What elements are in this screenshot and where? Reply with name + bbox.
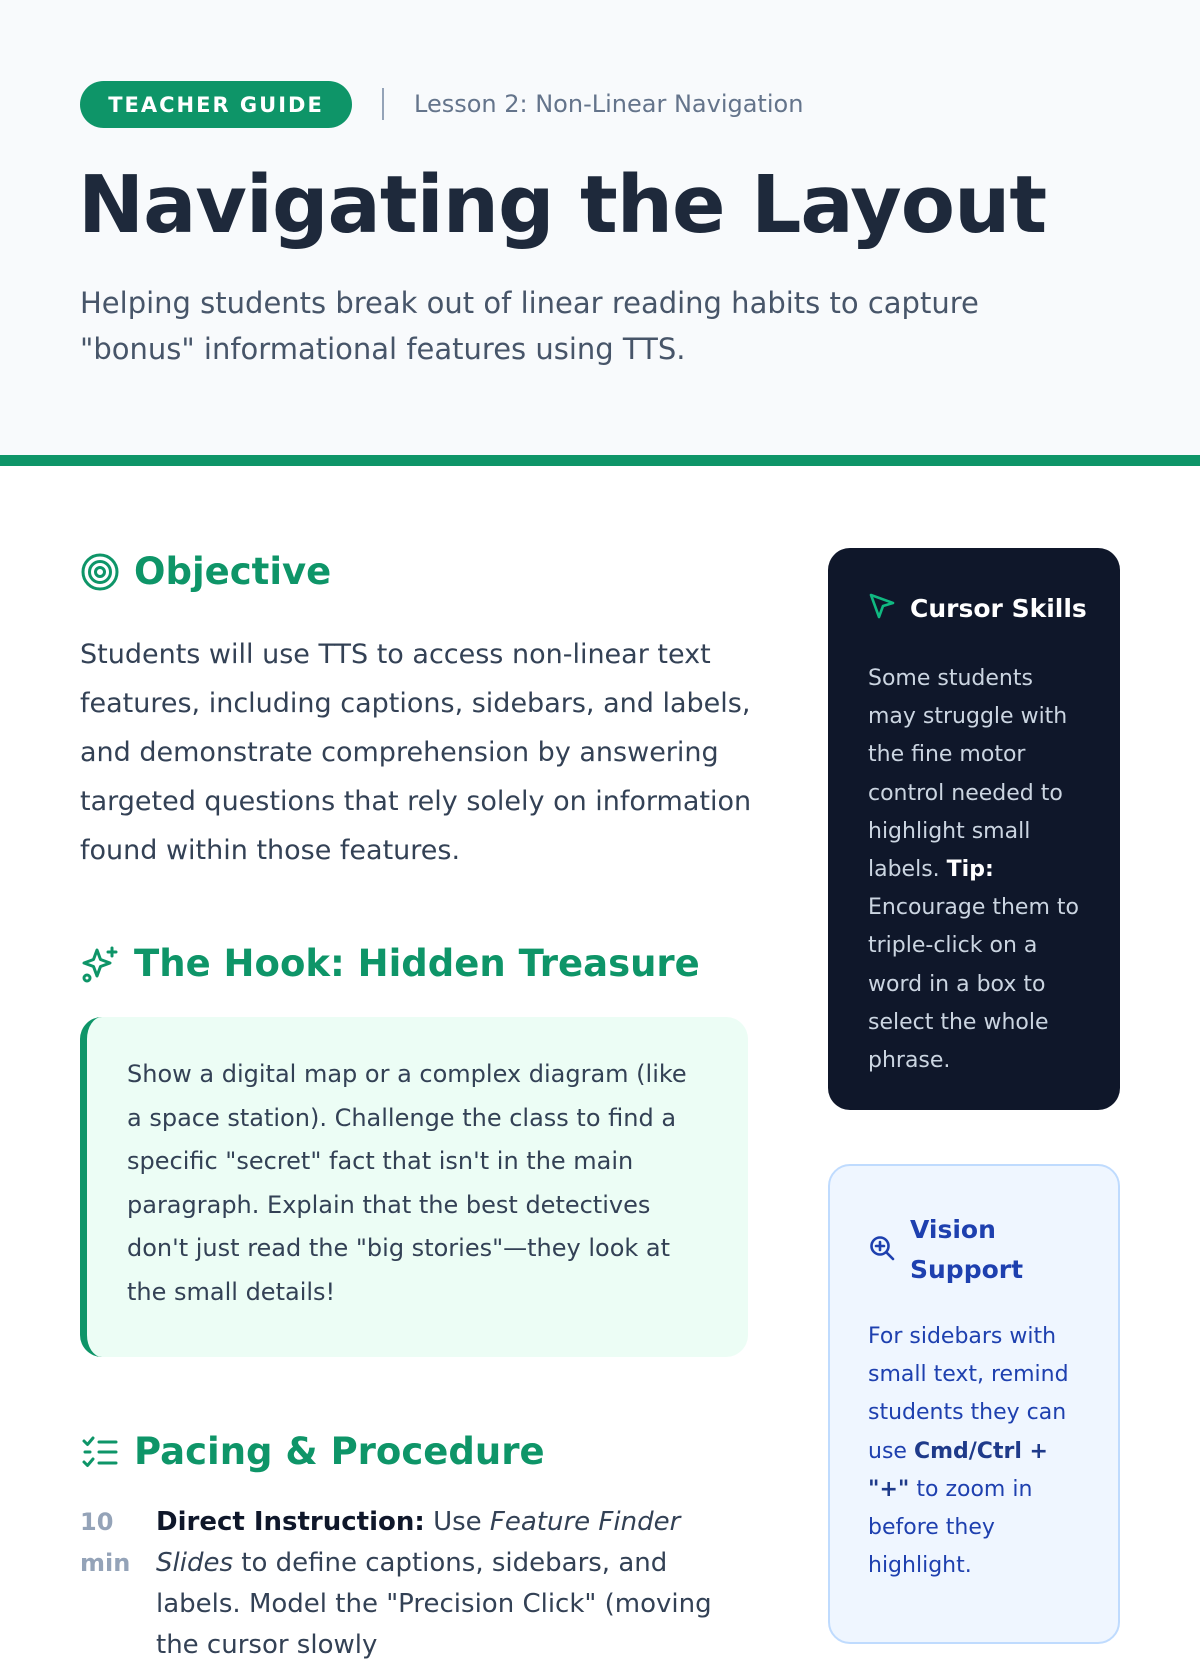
sparkles-icon [80,944,120,984]
step-description [156,1502,756,1666]
step-text-after: to define captions, sidebars, and labels. Model the "Precision Click" (moving the cursor slowly [156,1548,712,1660]
checklist-icon [80,1432,120,1472]
tip-text: Encourage them to triple-click on a word in a box to select the whole phrase. [868,895,1079,1074]
cursor-skills-title: Cursor Skills [910,593,1087,623]
vision-support-body [868,1318,1080,1585]
zoom-in-icon [868,1234,896,1266]
header-accent-bar [0,455,1200,466]
page-title: Navigating the Layout [78,159,1047,251]
cursor-icon [868,592,896,624]
hook-callout [80,1017,748,1357]
step-duration: 10 min [80,1508,131,1577]
step-label: Direct Instruction: [156,1507,425,1537]
vision-support-title: Vision Support [910,1215,1024,1284]
objective-heading [80,550,331,593]
pacing-step [80,1502,760,1666]
pacing-title: Pacing & Procedure [134,1430,545,1473]
zoom-shortcut: Cmd/Ctrl + "+" [868,1438,1048,1502]
pacing-heading [80,1430,545,1473]
vision-support-card [828,1164,1120,1644]
hook-heading [80,942,700,985]
vision-text-before: For sidebars with small text, remind students they can use [868,1324,1069,1464]
cursor-skills-header [868,592,1087,624]
tip-label: Tip: [946,857,994,883]
vision-support-header [868,1210,1080,1290]
cursor-skills-text: Some students may struggle with the fine motor control needed to highlight small labels. [868,666,1068,883]
target-icon [80,552,120,592]
cursor-skills-card [828,548,1120,1110]
lesson-label: Lesson 2: Non-Linear Navigation [414,90,804,118]
cursor-skills-body [868,660,1080,1080]
page-subtitle: Helping students break out of linear reading habits to capture "bonus" informational features using TTS. [80,286,979,366]
hook-title: The Hook: Hidden Treasure [134,942,700,985]
header-divider [382,88,384,120]
teacher-guide-badge: TEACHER GUIDE [80,81,352,128]
step-resource: Feature Finder Slides [156,1507,681,1578]
objective-title: Objective [134,550,332,593]
vision-text-after: to zoom in before they highlight. [868,1476,1033,1579]
hook-text: Show a digital map or a complex diagram (like a space station). Challenge the class to find a specific "secret" fact that isn't in the main paragraph. Explain that the best detectives don't just read the "big stories"—they look at the small details! [127,1060,687,1306]
objective-text: Students will use TTS to access non-linear text features, including captions, sidebars, and labels, and demonstrate comprehension by answering targeted questions that rely solely on information found within those features. [80,639,752,866]
step-text-before: Use [433,1507,482,1537]
